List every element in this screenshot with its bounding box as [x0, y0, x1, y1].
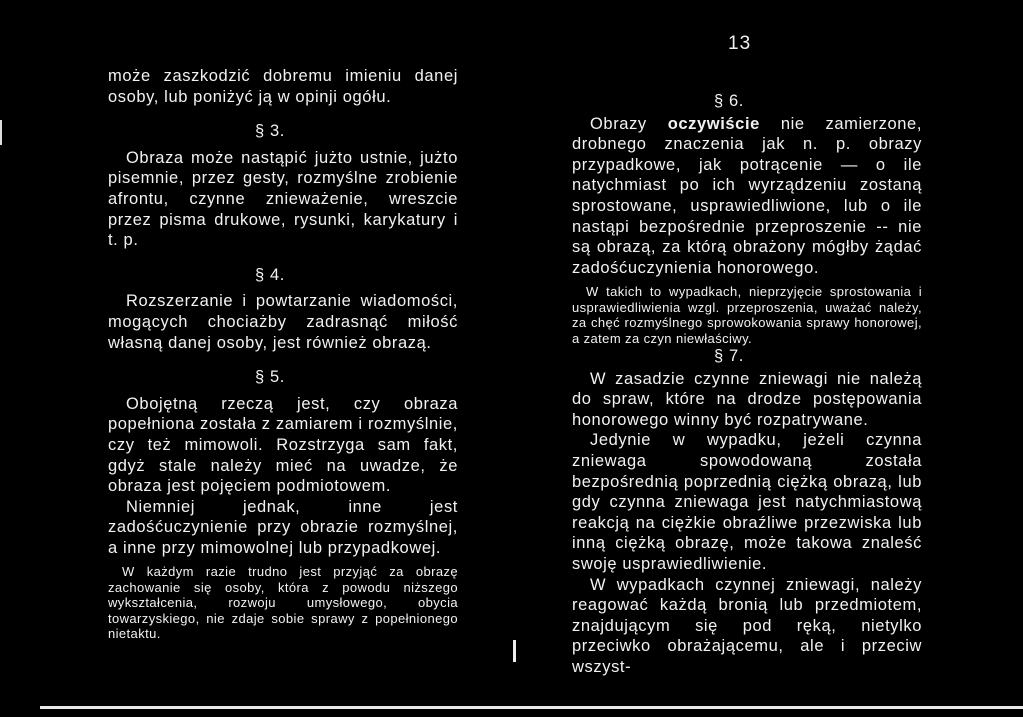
- right-column: [572, 91, 922, 677]
- section-heading-3: § 3.: [255, 122, 285, 141]
- paragraph-6-start: Obrazy: [590, 114, 647, 133]
- paragraph-section-3: Obraza może nastąpić jużto ustnie, jużto pisemnie, przez gesty, rozmyślne zrobienie afrontu, czynne znieważenie, wreszcie przez pisma drukowe, rysunki, karykatury i t. p.: [108, 148, 458, 250]
- left-column: [108, 66, 458, 642]
- gutter-mark: [513, 640, 516, 662]
- paragraph-continuation: może zaszkodzić dobremu imieniu danej osoby, lub poniżyć ją w opinji ogółu.: [108, 67, 458, 106]
- section-heading-7: § 7.: [714, 346, 744, 365]
- paragraph-6-emphasis: oczywiście: [667, 114, 760, 133]
- paragraph-section-7b: Jedynie w wypadku, jeżeli czynna zniewaga spowodowaną została bezpośrednią poprzednią ciężką obrazą, lub gdy czynna zniewaga jest natychmiastową reakcją na ciężkie obraźliwe przezwiska lub inną ciężką obrazę, może takowa znaleść swoję usprawiedliwienie.: [572, 431, 922, 573]
- page-edge-mark: [0, 120, 2, 145]
- note-section-5: W każdym razie trudno jest przyjąć za obrazę zachowanie się osoby, która z powodu niższego wykształcenia, rozwoju umysłowego, obycia towarzyskiego, nie zdaje sobie sprawy z popełnionego nietaktu.: [108, 564, 458, 642]
- paragraph-section-6: [572, 114, 922, 279]
- bottom-edge-rule: [40, 706, 1023, 709]
- note-section-6: W takich to wypadkach, nieprzyjęcie sprostowania i usprawiedliwienia wzgl. przeproszenia, uważać należy, za chęć rozmyślnego sprowokowania sprawy honorowej, a zatem za czyn niewłaściwy.: [572, 284, 922, 346]
- section-heading-4: § 4.: [255, 265, 285, 284]
- paragraph-section-7a: W zasadzie czynne zniewagi nie należą do spraw, które na drodze postępowania honorowego winny być rozpatrywane.: [572, 369, 922, 429]
- page-number: 13: [728, 33, 752, 54]
- paragraph-section-5b: Niemniej jednak, inne jest zadośćuczynienie przy obrazie rozmyślnej, a inne przy mimowolnej lub przypadkowej.: [108, 497, 458, 557]
- paragraph-section-7c: W wypadkach czynnej zniewagi, należy reagować każdą bronią lub przedmiotem, znajdującym się pod ręką, nietylko przeciwko obrażającemu, ale i przeciw wszyst-: [572, 575, 922, 676]
- paragraph-section-4: Rozszerzanie i powtarzanie wiadomości, mogących chociażby zadrasnąć miłość własną danej osoby, jest również obrazą.: [108, 292, 458, 352]
- paragraph-6-rest: nie zamierzone, drobnego znaczenia jak n. p. obrazy przypadkowe, jak potrącenie — o ile natychmiast po ich wyrządzeniu zostaną sprostowane, usprawiedliwione, lub o ile nastąpi bezpośrednie przeproszenie -- nie są obrazą, za którą obrażony mógłby żądać zadośćuczynienia honorowego.: [572, 114, 923, 277]
- section-heading-6: § 6.: [714, 92, 744, 110]
- paragraph-section-5a: Obojętną rzeczą jest, czy obraza popełniona została z zamiarem i rozmyślnie, czy też mimowoli. Rozstrzyga sam fakt, gdyż stale należy mieć na uwadze, że obraza jest pojęciem podmiotowem.: [108, 394, 458, 496]
- section-heading-5: § 5.: [255, 368, 285, 387]
